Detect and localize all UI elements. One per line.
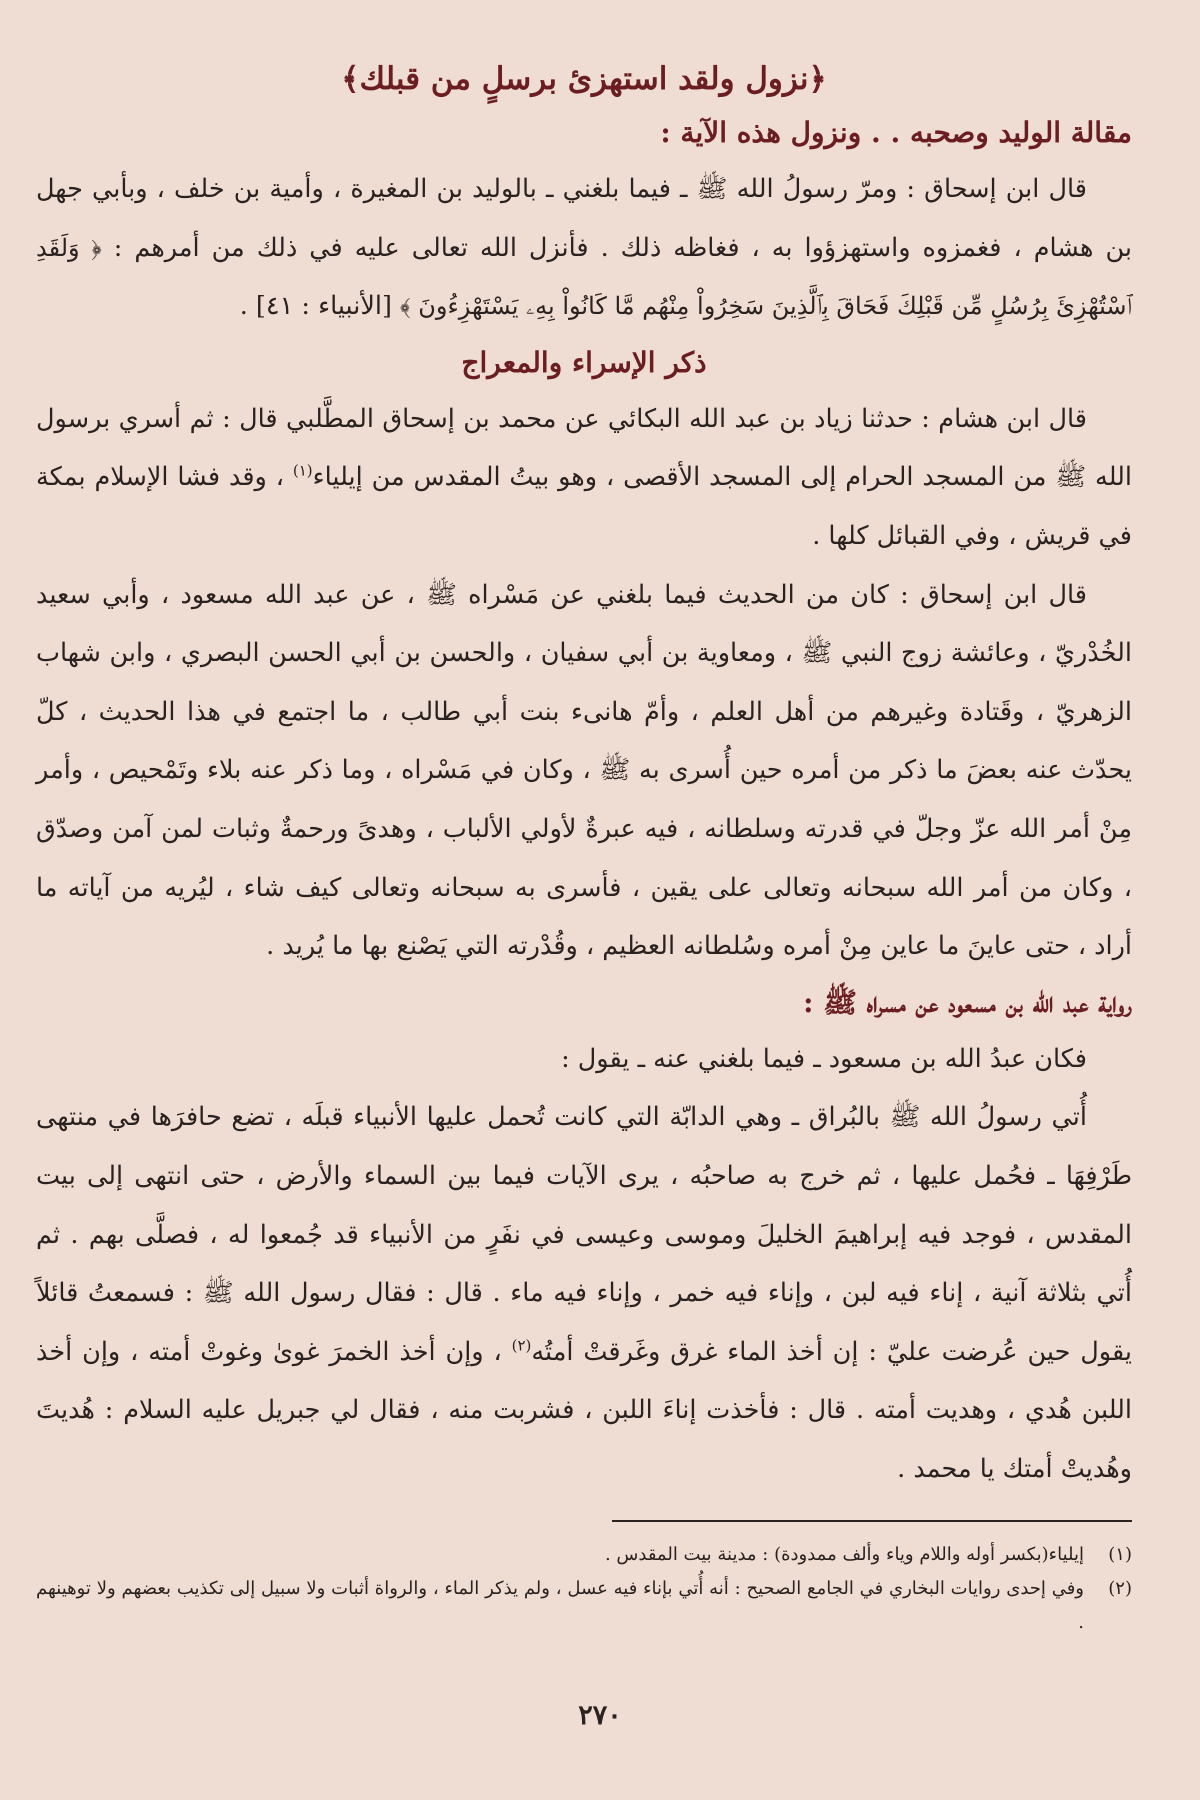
- page-number: ٢٧٠: [578, 1700, 622, 1731]
- paragraph-isra-1-text: قال ابن هشام : حدثنا زياد بن عبد الله البكائي عن محمد بن إسحاق المطَّلبي قال : ثم أسري برسول الله ﷺ من المسجد الحرام إلى المسجد الأقصى ، وهو بيتُ المقدس من إيلياء: [36, 403, 1133, 493]
- verse-reference: [الأنبياء : ٤١] .: [239, 291, 392, 322]
- footnote-item: [36, 1572, 1132, 1640]
- page-title: ﴿نزول ولقد استهزئ برسلٍ من قبلك﴾: [341, 61, 827, 97]
- footnotes: [36, 1538, 1132, 1640]
- paragraph-ibn-masud-2: [36, 1088, 1132, 1498]
- footnote-number: (٢): [1108, 1578, 1132, 1600]
- footnote-marker-1[interactable]: (١): [292, 461, 313, 480]
- footnote-text: إيلياء(بكسر أوله واللام وياء وألف ممدودة) : مدينة بيت المقدس .: [604, 1544, 1084, 1566]
- paragraph-ibn-masud-2-text: أُتي رسولُ الله ﷺ بالبُراق ـ وهي الدابّة التي كانت تُحمل عليها الأنبياء قبلَه ، تضع حافرَها في منتهى طَرْفِهَا ـ فحُمل عليها ، ثم خرج به صاحبُه ، يرى الآيات فيما بين السماء والأرض ، حتى انتهى إلى بيت المقدس ، فوجد فيه إبراهيمَ الخليلَ وموسى وعيسى في نفَرٍ من الأنبياء قد جُمعوا له ، فصلَّى بهم . ثم أُتي بثلاثة آنية ، إناء فيه لبن ، وإناء فيه خمر ، وإناء فيه ماء . قال : فقال رسول الله ﷺ : فسمعتُ قائلاً يقول حين عُرضت عليّ : إن أخذ الماء غرق وغَرقتْ أمتُه: [36, 1102, 1132, 1367]
- footnote-number: (١): [1108, 1544, 1132, 1566]
- paragraph-isra-1: [36, 390, 1132, 566]
- paragraph-isra-2: قال ابن إسحاق : كان من الحديث فيما بلغني عن مَسْراه ﷺ ، عن عبد الله مسعود ، وأبي سعيد الخُدْريّ ، وعائشة زوج النبي ﷺ ، ومعاوية بن أبي سفيان ، والحسن بن أبي الحسن البصري ، وابن شهاب الزهريّ ، وقَتادة وغيرهم من أهل العلم ، وأمّ هانىء بنت أبي طالب ، ما اجتمع في هذا الحديث ، كلّ يحدّث عنه بعضَ ما ذكر من أمره حين أُسرى به ﷺ ، وكان في مَسْراه ، وما ذكر عنه بلاء وتَمْحيص ، وأمر مِنْ أمر الله عزّ وجلّ في قدرته وسلطانه ، فيه عبرةٌ لأولي الألباب ، وهدىً ورحمةٌ وثبات لمن آمن وصدّق ، وكان من أمر الله سبحانه وتعالى على يقين ، فأسرى به سبحانه وتعالى كيف شاء ، ليُريه من آياته ما أراد ، حتى عاينَ ما عاين مِنْ أمره وسُلطانه العظيم ، وقُدْرته التي يَصْنع بها ما يُريد .: [36, 579, 1132, 962]
- paragraph-walid: [36, 160, 1132, 336]
- footnote-text: وفي إحدى روايات البخاري في الجامع الصحيح : أنه أُتي بإناء فيه عسل ، ولم يذكر الماء ، والرواة أثبات ولا سبيل إلى تكذيب بعضهم ولا توهينهم .: [36, 1578, 1084, 1634]
- footnote-separator: [612, 1520, 1132, 1522]
- paragraph-ibn-masud-2-end: ، وإن أخذ الخمرَ غوىٰ وغوتْ أمته ، وإن أخذ اللبن هُدي ، وهديت أمته . قال : فأخذت إناءَ اللبن ، فشربت منه ، فقال لي جبريل عليه السلام : هُديتَ وهُديتْ أمتك يا محمد .: [36, 1336, 1133, 1484]
- paragraph-walid-text: قال ابن إسحاق : ومرّ رسولُ الله ﷺ ـ فيما بلغني ـ بالوليد بن المغيرة ، وأمية بن خلف ، وبأبي جهل بن هشام ، فغمزوه واستهزؤوا به ، فغاظه ذلك . فأنزل الله تعالى عليه في ذلك من أمرهم :: [36, 174, 1132, 263]
- section-heading-isra: ذكر الإسراء والمعراج: [461, 345, 707, 379]
- footnote-item: [36, 1538, 1132, 1572]
- paragraph-ibn-masud-1: فكان عبدُ الله بن مسعود ـ فيما بلغني عنه ـ يقول :: [561, 1043, 1087, 1074]
- section-heading-ibn-masud: رواية عبد الله بن مسعود عن مسراه ﷺ :: [803, 985, 1132, 1019]
- paragraph-isra-1-end: ، وقد فشا الإسلام بمكة في قريش ، وفي القبائل كلها .: [36, 462, 1132, 551]
- quran-verse: ﴿ وَلَقَدِ ٱسْتُهْزِئَ بِرُسُلٍ مِّن قَبْلِكَ فَحَاقَ بِٱلَّذِينَ سَخِرُواْ مِنْهُم مَّا كَانُواْ بِهِۦ يَسْتَهْزِءُونَ ﴾: [36, 233, 1132, 321]
- section-heading-walid: مقالة الوليد وصحبه . . ونزول هذه الآية :: [660, 116, 1132, 149]
- footnote-marker-2[interactable]: (٢): [511, 1336, 532, 1355]
